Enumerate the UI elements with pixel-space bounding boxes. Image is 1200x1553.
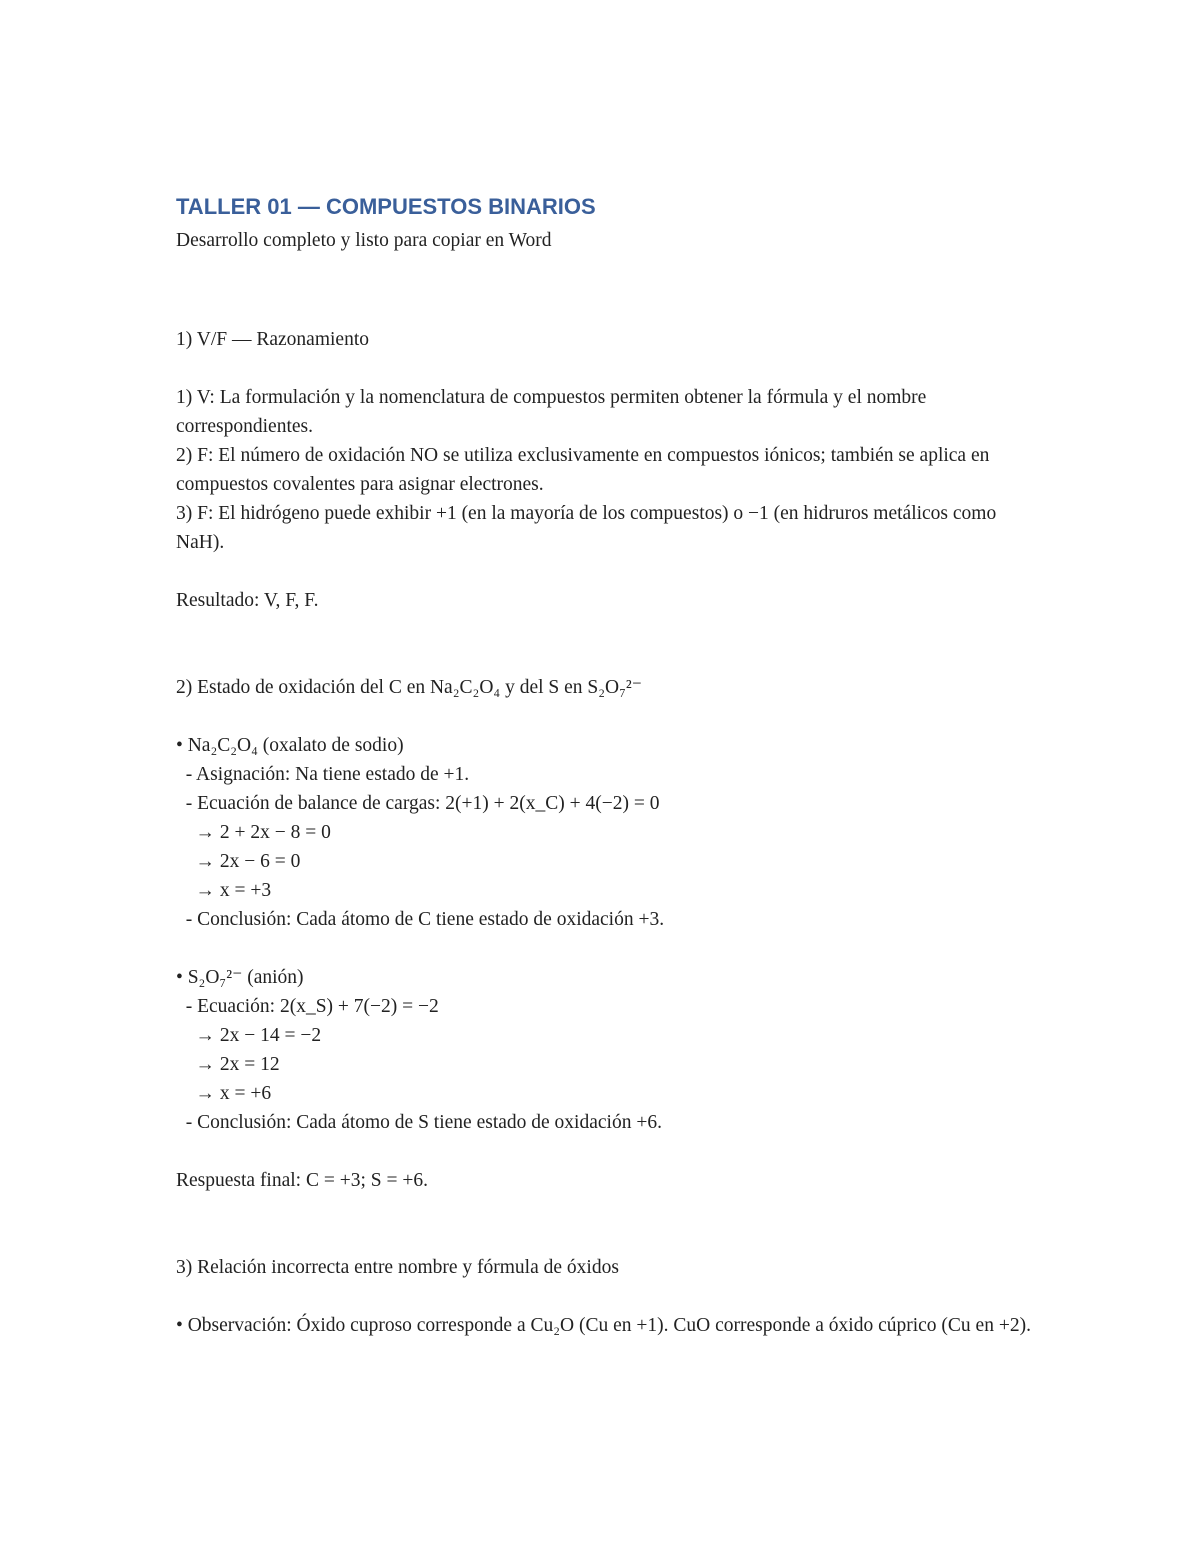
section-1-heading: 1) V/F — Razonamiento — [176, 329, 369, 350]
section-2-bullet-anion: • S₂O₇²⁻ (anión) — [176, 967, 304, 988]
section-1-item: 2) F: El número de oxidación NO se utiliza exclusivamente en compuestos iónicos; también se aplica en compuestos covalentes para asignar electrones. — [176, 445, 990, 495]
section-2-step: → 2x − 6 = 0 — [176, 851, 301, 872]
section-3-observation: • Observación: Óxido cuproso corresponde a Cu₂O (Cu en +1). CuO corresponde a óxido cúprico (Cu en +2). — [176, 1315, 1031, 1336]
section-2-step: - Ecuación: 2(x_S) + 7(−2) = −2 — [176, 996, 439, 1017]
document-subtitle: Desarrollo completo y listo para copiar en Word — [176, 230, 552, 251]
section-1-item: 1) V: La formulación y la nomenclatura de compuestos permiten obtener la fórmula y el nombre correspondientes. — [176, 387, 927, 437]
section-2-step: → 2 + 2x − 8 = 0 — [176, 822, 331, 843]
section-1-item: 3) F: El hidrógeno puede exhibir +1 (en la mayoría de los compuestos) o −1 (en hidruros metálicos como NaH). — [176, 503, 997, 553]
section-2-heading: 2) Estado de oxidación del C en Na₂C₂O₄ y del S en S₂O₇²⁻ — [176, 677, 643, 698]
document-title: TALLER 01 — COMPUESTOS BINARIOS — [176, 194, 596, 219]
section-2-bullet-oxalate: • Na₂C₂O₄ (oxalato de sodio) — [176, 735, 404, 756]
section-2-step: → 2x − 14 = −2 — [176, 1025, 322, 1046]
section-2-step: - Conclusión: Cada átomo de C tiene estado de oxidación +3. — [176, 909, 665, 930]
section-2-step: - Ecuación de balance de cargas: 2(+1) + 2(x_C) + 4(−2) = 0 — [176, 793, 660, 814]
section-2-step: → x = +3 — [176, 880, 272, 901]
section-2-step: → x = +6 — [176, 1083, 272, 1104]
section-2-step: - Conclusión: Cada átomo de S tiene estado de oxidación +6. — [176, 1112, 662, 1133]
section-3-heading: 3) Relación incorrecta entre nombre y fórmula de óxidos — [176, 1257, 619, 1278]
section-2-step: - Asignación: Na tiene estado de +1. — [176, 764, 470, 785]
document-body — [176, 192, 1036, 1340]
section-2-final-answer: Respuesta final: C = +3; S = +6. — [176, 1170, 428, 1191]
section-1-result: Resultado: V, F, F. — [176, 590, 319, 611]
section-2-step: → 2x = 12 — [176, 1054, 280, 1075]
